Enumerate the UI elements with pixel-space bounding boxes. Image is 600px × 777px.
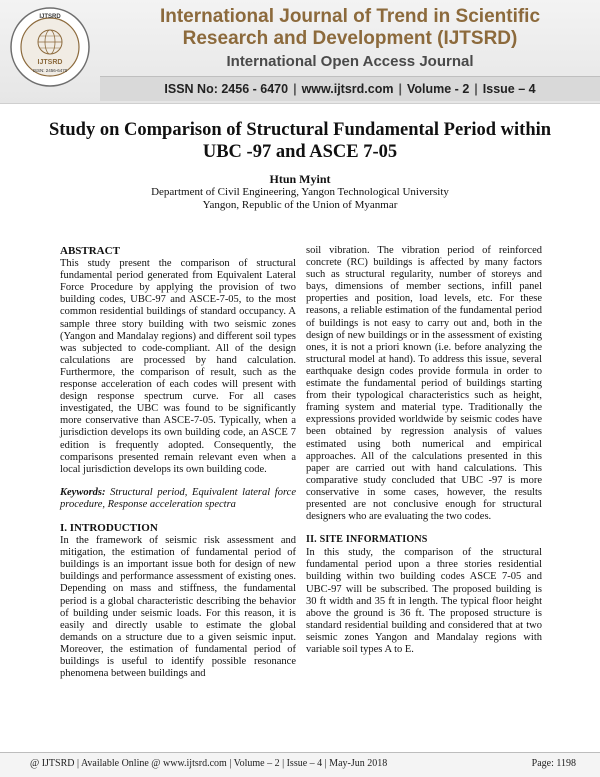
logo-center-text: IJTSRD (37, 59, 63, 66)
affiliation-line2: Yangon, Republic of the Union of Myanmar (202, 199, 398, 211)
author-name: Htun Myint (269, 172, 331, 186)
keywords (60, 487, 296, 511)
affiliation-line1: Department of Civil Engineering, Yangon Technological University (151, 186, 449, 198)
author-affiliation (0, 186, 600, 212)
site-text: In this study, the comparison of the structural fundamental period upon a three stories residential building within two building codes ASCE 7-05 and UBC-97 will be subscribed. The proposed building is 30 ft width and 35 ft in length. The typical floor height above the ground is 36 ft. The proposed structure is standard residential building and considered that at two seismic zones Yangon and Mandalay regions with variable soil types A to E. (306, 547, 542, 655)
issn-number: ISSN No: 2456 - 6470 (164, 82, 289, 96)
footer-issue: Issue – 4 (286, 758, 323, 769)
site-heading: II. SITE INFORMATIONS (306, 534, 428, 546)
keywords-text: Structural period, Equivalent lateral force procedure, Response acceleration spectra (60, 486, 296, 510)
introduction-text: In the framework of seismic risk assessment and mitigation, the estimation of fundamental period of buildings is an important issue both for design of new buildings and performance assessment of existing ones. Depending on mass and stiffness, the fundamental period is a global characteristic describing the behavior of building under seismic loads. For this reason, it is easily and directly usable to estimate the global demands on a structure due to a given seismic input. Moreover, the estimation of fundamental period of buildings is useful to identify possible resonance phenomena between buildings and (60, 535, 296, 680)
right-column (306, 245, 542, 656)
issn-bar: ISSN No: 2456 - 6470 | www.ijtsrd.com | Volume - 2 | Issue – 4 (100, 76, 600, 101)
introduction-text-continued: soil vibration. The vibration period of reinforced concrete (RC) buildings is affected by many factors such as structural regularity, number of storeys and bays, dimensions of member sections, infill panel properties and position, load levels, etc. For these reasons, a reliable estimation of the fundamental period of buildings is not easy to carry out and, both in the design of new buildings or in the assessment of existing ones, it is not a priori known (i.e. before analyzing the structural model at hand). To address this issue, several earthquake design codes provide formula in order to estimate the fundamental period of buildings starting from their typological characteristics such as height, framing system and material type. Traditionally the expressions provided worldwide by seismic codes have been obtained by regression analysis of values estimated using both numerical and empirical approaches. All of the calculations presented in this paper are carried out with hand calculations. This comparative study concluded that UBC -97 is more conservative in some cases, however, the results presented are not conclusive enough for structural designers who are evaluating the two codes. (306, 245, 542, 523)
journal-title-line2: Research and Development (IJTSRD) (182, 28, 518, 49)
journal-title (100, 6, 600, 50)
footer-volume: Volume – 2 (233, 758, 280, 769)
footer-info: @ IJTSRD | Available Online @ www.ijtsrd.com | Volume – 2 | Issue – 4 | May-Jun 2018 (30, 758, 388, 769)
journal-subtitle: International Open Access Journal (226, 53, 474, 70)
footer-page-number: Page: 1198 (531, 758, 576, 769)
journal-website-link[interactable]: www.ijtsrd.com (301, 82, 394, 96)
left-column (60, 245, 296, 680)
footer-date: May-Jun 2018 (329, 758, 388, 769)
abstract-text: This study present the comparison of structural fundamental period generated from Equivalent Lateral Force Procedure by applying the provision of two building codes, UBC-97 and ASCE-7-05, to the most common residential buildings of standard occupancy. A sample three story building with two seismic zones (Yangon and Mandalay regions) and different soil types was subjected to code-compliant. All of the design calculations are processed by hand calculation. Furthermore, the comparison of result, such as the response acceleration of each codes will present with design response spectrum curve. For all cases investigated, the UBC was found to be significantly more conservative than ASCE-7-05. Typically, when a jurisdiction develops its own building code, an ASCE 7 edition is frequently adopted. Consequently, the comparisons presented remain relevant even when a local jurisdiction develops its own building code. (60, 258, 296, 475)
journal-issue: Issue – 4 (482, 82, 536, 96)
paper-title-line2: UBC -97 and ASCE 7-05 (202, 142, 398, 162)
journal-volume: Volume - 2 (406, 82, 470, 96)
footer-available-link[interactable]: Available Online @ www.ijtsrd.com (80, 758, 227, 769)
page-footer (0, 752, 600, 777)
logo-ring-top: IJTSRD (39, 14, 61, 20)
footer-copyright: @ IJTSRD (30, 758, 75, 769)
paper-title-line1: Study on Comparison of Structural Fundamental Period within (48, 120, 552, 140)
paper-title (40, 119, 560, 163)
introduction-heading: I. INTRODUCTION (60, 521, 158, 534)
abstract-heading: ABSTRACT (60, 245, 120, 257)
journal-title-line1: International Journal of Trend in Scientific (159, 6, 541, 27)
keywords-label: Keywords: (60, 486, 106, 498)
journal-header (0, 0, 600, 104)
journal-logo (9, 6, 91, 88)
logo-issn: ISSN: 2456-6470 (32, 68, 68, 73)
